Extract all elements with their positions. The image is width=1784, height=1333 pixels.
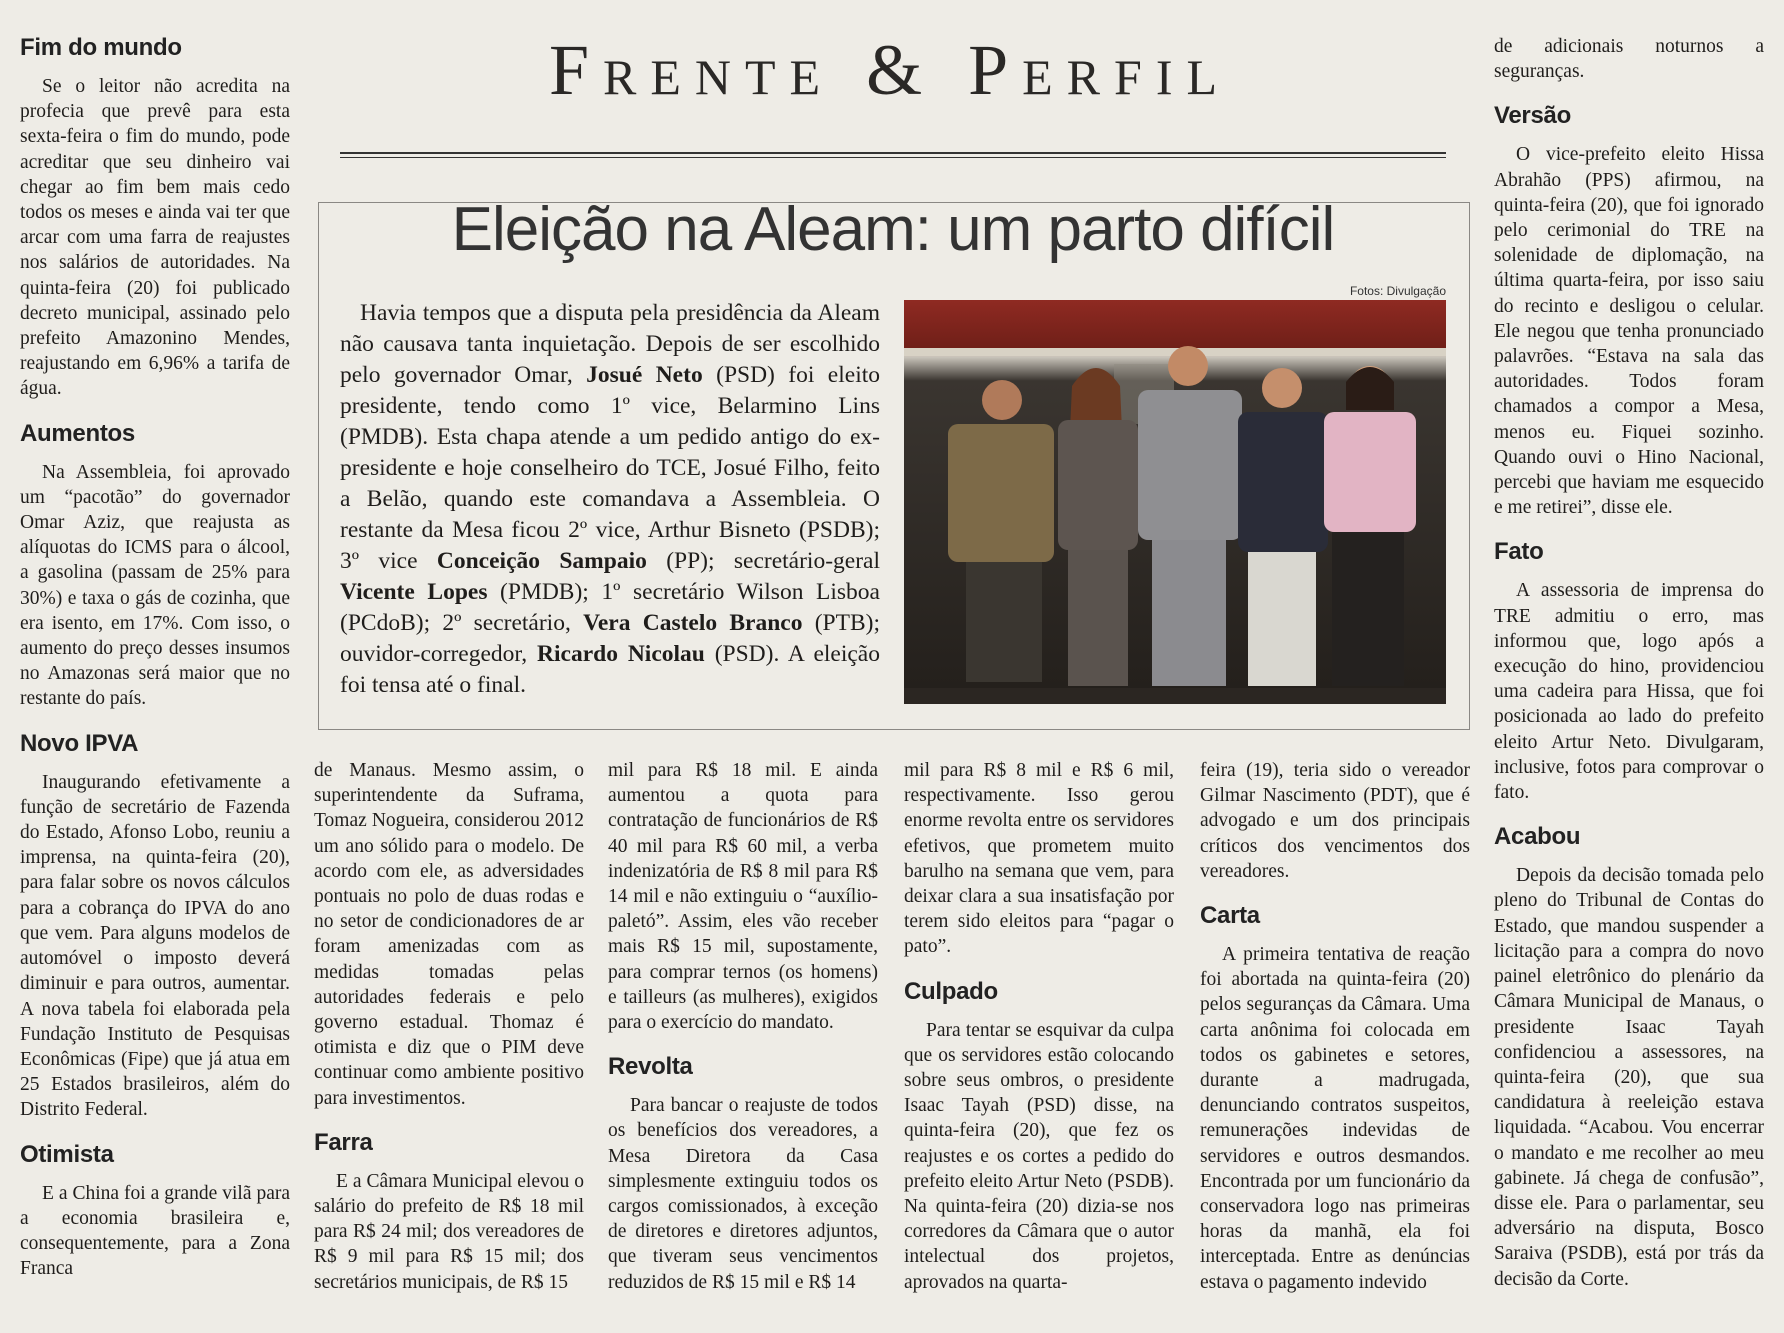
section-paragraph: E a China foi a grande vilã para a economia brasileira e, consequentemente, para a Zona Franca [20,1182,290,1280]
column-right [1494,34,1764,1292]
group-photo-illustration [904,300,1446,704]
headline: Eleição na Aleam: um parto difícil [451,195,1335,264]
section-paragraph: mil para R$ 18 mil. E ainda aumentou a quota para contratação de funcionários de R$ 40 mil para R$ 60 mil, a verba indenizatória de R$ 8 mil para R$ 14 mil e não extinguiu o “auxílio-paletó”. Assim, eles vão receber mais R$ 15 mil, supostamente, para comprar ternos (os homens) e tailleurs (as mulheres), exigidos para o exercício do mandato. [608,760,878,1034]
section-heading: Culpado [904,977,998,1005]
section-paragraph: Para tentar se esquivar da culpa que os servidores estão colocando sobre seus ombros, o presidente Isaac Tayah (PSD) disse, na quinta-feira (20), que fez os reajustes e os cortes a pedido do prefeito eleito Artur Neto (PSDB). Na quinta-feira (20) dizia-se nos corredores da Câmara que o autor intelectual dos projetos, aprovados na quarta- [904,1019,1174,1293]
lead-text: (PP); secretário-geral [646,548,881,574]
masthead-rule-thin [340,157,1446,158]
section-heading: Acabou [1494,823,1581,851]
masthead-rule [340,152,1446,154]
section-masthead: Frente & Perfil [548,30,1232,110]
lead-name-bold: Josué Neto [586,362,703,388]
section-heading: Aumentos [20,419,135,447]
section-paragraph: Para bancar o reajuste de todos os benefícios dos vereadores, a Mesa Diretora da Casa simplesmente extinguiu todos os cargos comissionados, à exceção de diretores e diretores adjuntos, que tiveram seus vencimentos reduzidos de R$ 15 mil e R$ 14 [608,1095,878,1293]
section-heading: Versão [1494,102,1571,130]
section-paragraph: mil para R$ 8 mil e R$ 6 mil, respectivamente. Isso gerou enorme revolta entre os servidores efetivos, que prometem muito barulho na semana que vem, para deixar clara a sua insatisfação por terem sido eleitos para “pagar o pato”. [904,760,1174,958]
section-heading: Novo IPVA [20,729,139,757]
lead-name-bold: Ricardo Nicolau [537,641,705,667]
column-3 [608,758,878,1295]
lead-paragraph [340,298,880,701]
section-paragraph: E a Câmara Municipal elevou o salário do prefeito de R$ 18 mil para R$ 24 mil; dos vereadores de R$ 9 mil para R$ 15 mil; dos secretários municipais, de R$ 15 [314,1170,584,1293]
lead-name-bold: Conceição Sampaio [436,548,647,574]
section-paragraph: feira (19), teria sido o vereador Gilmar Nascimento (PDT), que é advogado e um dos principais críticos dos vencimentos dos vereadores. [1200,760,1470,882]
section-paragraph: A primeira tentativa de reação foi abortada na quinta-feira (20) pelos seguranças da Câmara. Uma carta anônima foi colocada em todos os gabinetes e setores, durante a madrugada, denunciando contratos suspeitos, remunerações indevidas de servidores e outros desmandos. Encontrada por um funcionário da conservadora logo nas primeiras horas da manhã, ela foi interceptada. Entre as denúncias estava o pagamento indevido [1200,944,1470,1293]
column-left [20,34,290,1281]
lead-text: (PMDB); 1º secretário Wilson Lisboa (PCdoB); 2º secretário, [340,579,880,636]
section-paragraph: O vice-prefeito eleito Hissa Abrahão (PPS) afirmou, na quinta-feira (20), que foi ignorado pelo cerimonial do TRE na solenidade de diplomação, na última quarta-feira, por isso saiu do recinto e desligou o celular. Ele negou que tenha pronunciado palavrões. “Estava na sala das autoridades. Todos foram chamados a compor a Mesa, menos eu. Fiquei sozinho. Quando ouvi o Hino Nacional, percebi que haviam me esquecido e me retirei”, disse ele. [1494,144,1764,519]
group-photo [904,300,1446,704]
section-heading: Carta [1200,902,1260,930]
lead-name-bold: Vicente Lopes [340,579,488,605]
column-2 [314,758,584,1295]
section-heading: Otimista [20,1140,114,1168]
section-paragraph: A assessoria de imprensa do TRE admitiu o erro, mas informou que, logo após a execução do hino, providenciou uma cadeira para Hissa, que foi posicionada ao lado do prefeito eleito Artur Neto. Divulgaram, inclusive, fotos para comprovar o fato. [1494,580,1764,804]
lead-text: Havia tempos que a disputa pela presidência da Aleam não causava tanta inquietação. Depois de ser escolhido pelo governador Omar, [340,300,880,388]
column-4 [904,758,1174,1295]
section-paragraph: Na Assembleia, foi aprovado um “pacotão” do governador Omar Aziz, que reajusta as alíquotas do ICMS para o álcool, a gasolina (passam de 25% para 30%) e taxa o gás de cozinha, que era isento, em 17%. Com isso, o aumento do preço desses insumos no Amazonas será maior que no restante do país. [20,461,290,710]
section-paragraph: Depois da decisão tomada pelo pleno do Tribunal de Contas do Estado, que mandou suspender a licitação para a compra do novo painel eletrônico do plenário da Câmara Municipal de Manaus, o presidente Isaac Tayah confidenciou a assessores, na quinta-feira (20), que sua candidatura à reeleição estava liquidada. “Acabou. Vou encerrar o mandato e me recolher ao meu gabinete. Já chega de confusão”, disse ele. Para o parlamentar, seu adversário na disputa, Bosco Saraiva (PSDB), está por trás da decisão da Corte. [1494,865,1764,1290]
section-heading: Revolta [608,1053,693,1081]
section-heading: Fim do mundo [20,34,182,61]
section-heading: Fato [1494,538,1544,566]
section-paragraph: de adicionais noturnos a seguranças. [1494,36,1764,83]
section-paragraph: de Manaus. Mesmo assim, o superintendente da Suframa, Tomaz Nogueira, considerou 2012 um ano sólido para o modelo. De acordo com ele, as adversidades pontuais no polo de duas rodas e no setor de condicionadores de ar foram amenizadas com as medidas tomadas pelas autoridades federais e pelo governo estadual. Thomaz é otimista e diz que o PIM deve continuar como ambiente positivo para investimentos. [314,760,584,1109]
section-paragraph: Se o leitor não acredita na profecia que prevê para esta sexta-feira o fim do mundo, pode acreditar que seu dinheiro vai chegar ao fim bem mais cedo todos os meses e ainda vai ter que arcar com uma farra de reajustes nos salários de autoridades. Na quinta-feira (20) foi publicado decreto municipal, assinado pelo prefeito Amazonino Mendes, reajustando em 6,96% a tarifa de água. [20,76,290,400]
lead-text: (PSD). A eleição foi tensa até o final. [340,641,880,698]
lead-article [340,298,880,701]
section-paragraph: Inaugurando efetivamente a função de secretário de Fazenda do Estado, Afonso Lobo, reuniu a imprensa, na quinta-feira (20), para falar sobre os novos cálculos para a cobrança do IPVA do ano que vem. Para alguns modelos de automóvel o imposto deverá diminuir e para outros, aumentar. A nova tabela foi elaborada pela Fundação Instituto de Pesquisas Econômicas (Fipe) que já atua em 25 Estados brasileiros, além do Distrito Federal. [20,771,290,1121]
column-5 [1200,758,1470,1295]
photo-credit: Fotos: Divulgação [1349,284,1446,298]
lead-text: (PTB); ouvidor-corregedor, [340,610,881,667]
section-heading: Farra [314,1128,373,1156]
lead-text: (PSD) foi eleito presidente, tendo como 1º vice, Belarmino Lins (PMDB). Esta chapa atende a um pedido antigo do ex-presidente e hoje conselheiro do TCE, Josué Filho, feito a Belão, quando este comandava a Assembleia. O restante da Mesa ficou 2º vice, Arthur Bisneto (PSDB); 3º vice [340,362,880,574]
lead-name-bold: Vera Castelo Branco [583,610,803,636]
